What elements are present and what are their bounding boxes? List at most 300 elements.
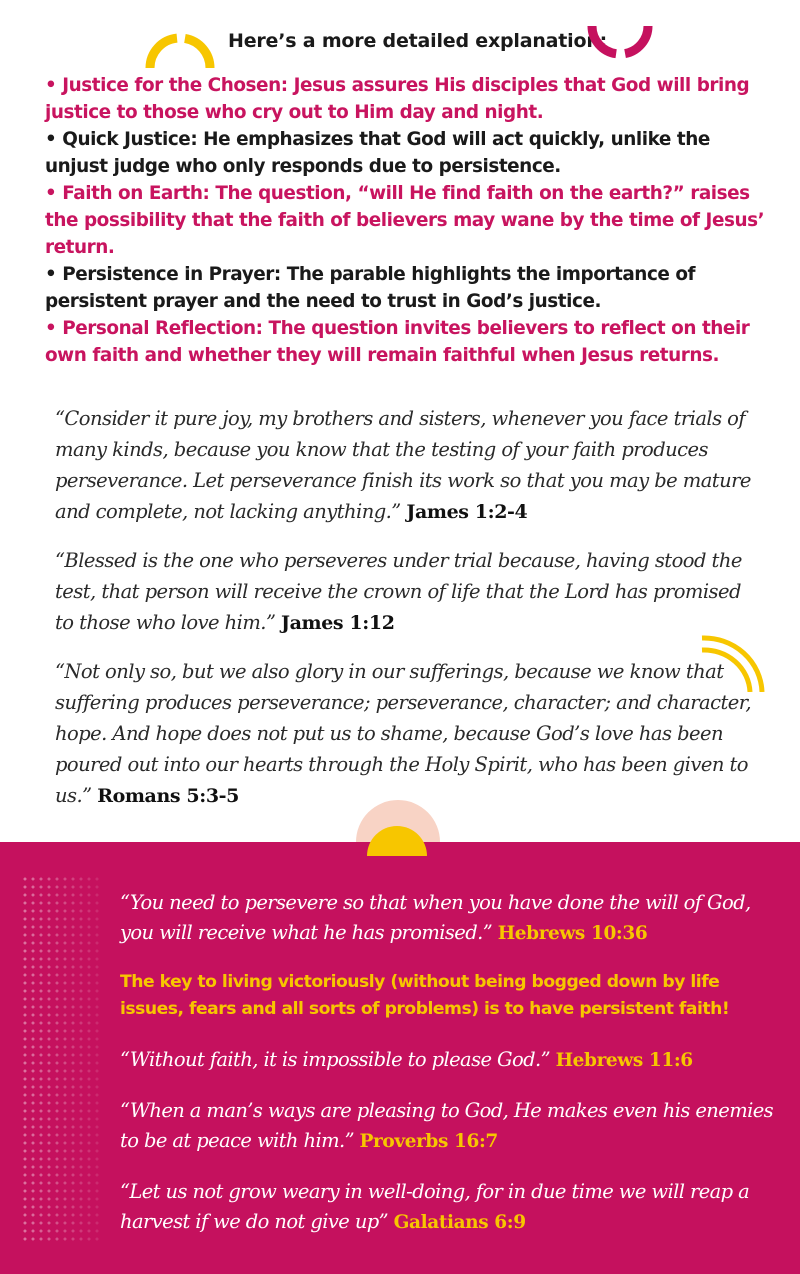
dot-grid-mark bbox=[47, 1077, 50, 1080]
dot-grid-mark bbox=[63, 1173, 66, 1176]
dot-grid-mark bbox=[87, 1117, 90, 1120]
dot-grid-mark bbox=[79, 965, 82, 968]
dot-grid-mark bbox=[95, 949, 98, 952]
dot-grid-mark bbox=[87, 1061, 90, 1064]
dot-grid-mark bbox=[79, 1141, 82, 1144]
dot-grid-mark bbox=[55, 1005, 58, 1008]
dot-grid-mark bbox=[39, 893, 42, 896]
scripture-reference: James 1:2-4 bbox=[406, 501, 528, 523]
dot-grid-mark bbox=[87, 1141, 90, 1144]
dot-grid-mark bbox=[71, 1141, 74, 1144]
dot-grid-mark bbox=[39, 1149, 42, 1152]
dot-grid-mark bbox=[47, 957, 50, 960]
dot-grid-mark bbox=[31, 925, 34, 928]
dot-grid-mark bbox=[79, 1189, 82, 1192]
dot-grid-mark bbox=[87, 1213, 90, 1216]
dot-grid-mark bbox=[63, 973, 66, 976]
dot-grid-mark bbox=[23, 1221, 26, 1224]
dot-grid-mark bbox=[39, 1157, 42, 1160]
dot-grid-mark bbox=[55, 1165, 58, 1168]
quote-hebrews-11-6 bbox=[120, 1045, 780, 1076]
dot-grid-mark bbox=[23, 1205, 26, 1208]
dot-grid-mark bbox=[55, 1157, 58, 1160]
quote-james-1-2 bbox=[55, 403, 755, 528]
dot-grid-mark bbox=[23, 1157, 26, 1160]
dot-grid-mark bbox=[79, 1133, 82, 1136]
dot-grid-mark bbox=[23, 1133, 26, 1136]
dot-grid-mark bbox=[55, 933, 58, 936]
bullet-quick-justice: • Quick Justice: He emphasizes that God will act quickly, unlike the unjust judge who only responds due to persistence. bbox=[45, 129, 710, 177]
dot-grid-mark bbox=[87, 941, 90, 944]
dot-grid-mark bbox=[47, 1221, 50, 1224]
dot-grid-mark bbox=[71, 1237, 74, 1240]
dot-grid-mark bbox=[31, 1093, 34, 1096]
dot-grid-mark bbox=[87, 1133, 90, 1136]
dot-grid-mark bbox=[63, 1053, 66, 1056]
dot-grid-mark bbox=[71, 949, 74, 952]
dot-grid-mark bbox=[63, 997, 66, 1000]
dot-grid-mark bbox=[31, 1237, 34, 1240]
dot-grid-mark bbox=[79, 1149, 82, 1152]
dot-grid-mark bbox=[55, 989, 58, 992]
dot-grid-mark bbox=[71, 1165, 74, 1168]
dot-grid-mark bbox=[63, 1029, 66, 1032]
dot-grid-mark bbox=[95, 989, 98, 992]
dot-grid-mark bbox=[79, 901, 82, 904]
dot-grid-mark bbox=[95, 1093, 98, 1096]
dot-grid-mark bbox=[31, 877, 34, 880]
dot-grid-mark bbox=[87, 925, 90, 928]
dot-grid-mark bbox=[39, 901, 42, 904]
dot-grid-mark bbox=[63, 1037, 66, 1040]
dot-grid-mark bbox=[79, 981, 82, 984]
dot-grid-mark bbox=[31, 1005, 34, 1008]
dot-grid-mark bbox=[63, 885, 66, 888]
dot-grid-mark bbox=[95, 917, 98, 920]
dot-grid-mark bbox=[23, 1101, 26, 1104]
dot-grid-mark bbox=[71, 1013, 74, 1016]
dot-grid-mark bbox=[87, 957, 90, 960]
dot-grid-mark bbox=[87, 1205, 90, 1208]
dot-grid-mark bbox=[71, 1077, 74, 1080]
dot-grid-mark bbox=[79, 1021, 82, 1024]
dot-grid-mark bbox=[79, 997, 82, 1000]
dot-grid-mark bbox=[63, 933, 66, 936]
dot-grid-mark bbox=[79, 1165, 82, 1168]
dot-grid-mark bbox=[39, 917, 42, 920]
dot-grid-mark bbox=[79, 1029, 82, 1032]
dot-grid-mark bbox=[87, 1125, 90, 1128]
dot-grid-mark bbox=[47, 1133, 50, 1136]
dot-grid-mark bbox=[31, 941, 34, 944]
dot-grid-mark bbox=[87, 1021, 90, 1024]
dot-grid-mark bbox=[47, 1021, 50, 1024]
dot-grid-mark bbox=[55, 1189, 58, 1192]
dot-grid-mark bbox=[47, 973, 50, 976]
dot-grid-mark bbox=[47, 981, 50, 984]
dot-grid-mark bbox=[47, 1101, 50, 1104]
dot-grid-mark bbox=[39, 1061, 42, 1064]
dot-grid-mark bbox=[31, 1037, 34, 1040]
dot-grid-mark bbox=[87, 1077, 90, 1080]
dot-grid-mark bbox=[31, 1045, 34, 1048]
dot-grid-mark bbox=[87, 997, 90, 1000]
dot-grid-mark bbox=[55, 1197, 58, 1200]
dot-grid-mark bbox=[23, 1085, 26, 1088]
dot-grid-mark bbox=[95, 1101, 98, 1104]
dot-grid-mark bbox=[71, 1101, 74, 1104]
dot-grid-mark bbox=[63, 941, 66, 944]
dot-grid-mark bbox=[71, 965, 74, 968]
dot-grid-mark bbox=[39, 1205, 42, 1208]
dot-grid-mark bbox=[39, 981, 42, 984]
dot-grid-mark bbox=[55, 885, 58, 888]
dot-grid-mark bbox=[95, 1029, 98, 1032]
dot-grid-mark bbox=[23, 1181, 26, 1184]
scripture-reference: Galatians 6:9 bbox=[393, 1212, 526, 1233]
dot-grid-mark bbox=[55, 941, 58, 944]
dot-grid-mark bbox=[63, 949, 66, 952]
dot-grid-mark bbox=[79, 989, 82, 992]
dot-grid-mark bbox=[79, 1069, 82, 1072]
dot-grid-mark bbox=[31, 957, 34, 960]
dot-grid-mark bbox=[87, 1197, 90, 1200]
dot-grid-mark bbox=[87, 1013, 90, 1016]
dot-grid-mark bbox=[39, 965, 42, 968]
bullet-persistence-in-prayer: • Persistence in Prayer: The parable highlights the importance of persistent prayer and the need to trust in God’s justice. bbox=[45, 264, 696, 312]
dot-grid-mark bbox=[47, 1141, 50, 1144]
dot-grid-mark bbox=[55, 1205, 58, 1208]
dot-grid-mark bbox=[55, 917, 58, 920]
dot-grid-mark bbox=[31, 1125, 34, 1128]
dot-grid-mark bbox=[55, 1029, 58, 1032]
dot-grid-mark bbox=[23, 1061, 26, 1064]
dot-grid-mark bbox=[71, 1221, 74, 1224]
dot-grid-mark bbox=[23, 1005, 26, 1008]
dot-grid-mark bbox=[63, 1021, 66, 1024]
dot-grid-mark bbox=[71, 1021, 74, 1024]
dot-grid-mark bbox=[79, 1037, 82, 1040]
dot-grid-mark bbox=[95, 1181, 98, 1184]
dot-grid-mark bbox=[63, 909, 66, 912]
dot-grid-mark bbox=[31, 981, 34, 984]
dot-grid-mark bbox=[63, 1101, 66, 1104]
dot-grid-mark bbox=[31, 1021, 34, 1024]
dot-grid-mark bbox=[31, 1013, 34, 1016]
dot-grid-mark bbox=[71, 1133, 74, 1136]
dot-grid-mark bbox=[39, 973, 42, 976]
dot-grid-mark bbox=[95, 1237, 98, 1240]
dot-grid-mark bbox=[23, 1029, 26, 1032]
quote-text: “You need to persevere so that when you have done the will of God, you will receive what he has promised.” bbox=[120, 891, 751, 944]
dot-grid-mark bbox=[31, 1221, 34, 1224]
dot-grid-mark bbox=[39, 1221, 42, 1224]
dot-grid-mark bbox=[55, 997, 58, 1000]
dot-grid-mark bbox=[23, 1149, 26, 1152]
dot-grid-mark bbox=[39, 1125, 42, 1128]
dot-grid-mark bbox=[55, 1061, 58, 1064]
dot-grid-mark bbox=[71, 973, 74, 976]
dot-grid-mark bbox=[31, 1053, 34, 1056]
dot-grid-mark bbox=[63, 1109, 66, 1112]
dot-grid-mark bbox=[95, 909, 98, 912]
dot-grid-mark bbox=[71, 917, 74, 920]
dot-grid-mark bbox=[95, 1173, 98, 1176]
dot-grid-mark bbox=[71, 1173, 74, 1176]
dot-grid-mark bbox=[71, 1085, 74, 1088]
dot-grid-mark bbox=[63, 1205, 66, 1208]
dot-grid-mark bbox=[95, 933, 98, 936]
dot-grid-mark bbox=[55, 1069, 58, 1072]
dot-grid-mark bbox=[63, 1229, 66, 1232]
dot-grid-mark bbox=[95, 877, 98, 880]
dot-grid-mark bbox=[23, 981, 26, 984]
quote-text: “Blessed is the one who perseveres under trial because, having stood the test, that person will receive the crown of life that the Lord has promised to those who love him.” bbox=[55, 549, 742, 634]
dot-grid-mark bbox=[31, 1117, 34, 1120]
dot-grid-mark bbox=[23, 1229, 26, 1232]
dot-grid-mark bbox=[95, 1205, 98, 1208]
dot-grid-mark bbox=[39, 997, 42, 1000]
dot-grid-mark bbox=[47, 1005, 50, 1008]
dot-grid-mark bbox=[63, 1061, 66, 1064]
dot-grid-mark bbox=[47, 949, 50, 952]
dot-grid-mark bbox=[63, 901, 66, 904]
dot-grid-mark bbox=[39, 1213, 42, 1216]
dot-grid-mark bbox=[79, 1005, 82, 1008]
dot-grid-mark bbox=[31, 1061, 34, 1064]
dot-grid-mark bbox=[63, 1013, 66, 1016]
scripture-reference: Hebrews 11:6 bbox=[555, 1050, 693, 1071]
dot-grid-mark bbox=[71, 901, 74, 904]
dot-grid-mark bbox=[79, 885, 82, 888]
dot-grid-mark bbox=[87, 1237, 90, 1240]
dot-grid-mark bbox=[71, 1229, 74, 1232]
dot-grid-mark bbox=[31, 1133, 34, 1136]
dot-grid-mark bbox=[95, 1045, 98, 1048]
dot-grid-mark bbox=[71, 885, 74, 888]
dot-grid-mark bbox=[95, 957, 98, 960]
dot-grid-mark bbox=[39, 1053, 42, 1056]
dot-grid-mark bbox=[47, 965, 50, 968]
dot-grid-mark bbox=[95, 1197, 98, 1200]
quote-text: “Without faith, it is impossible to please God.” bbox=[120, 1048, 556, 1071]
dot-grid-mark bbox=[23, 1053, 26, 1056]
dot-grid-mark bbox=[39, 1045, 42, 1048]
dot-grid-mark bbox=[79, 1093, 82, 1096]
dot-grid-mark bbox=[87, 1173, 90, 1176]
dot-grid-mark bbox=[55, 1093, 58, 1096]
dot-grid-mark bbox=[55, 1013, 58, 1016]
sun-semicircle-icon bbox=[353, 792, 443, 856]
dot-grid-mark bbox=[63, 1165, 66, 1168]
section-heading: Here’s a more detailed explanation: bbox=[228, 30, 608, 52]
dot-grid-mark bbox=[31, 901, 34, 904]
dot-grid-mark bbox=[71, 1197, 74, 1200]
dot-grid-mark bbox=[79, 1237, 82, 1240]
dot-grid-mark bbox=[87, 1221, 90, 1224]
dot-grid-mark bbox=[23, 933, 26, 936]
dot-grid-mark bbox=[47, 1013, 50, 1016]
dot-grid-mark bbox=[95, 1085, 98, 1088]
dot-grid-mark bbox=[31, 973, 34, 976]
dot-grid-mark bbox=[95, 893, 98, 896]
dot-grid-mark bbox=[63, 989, 66, 992]
dot-grid-mark bbox=[63, 1237, 66, 1240]
dot-grid-mark bbox=[47, 1109, 50, 1112]
dot-grid-mark bbox=[71, 1181, 74, 1184]
dot-grid-mark bbox=[47, 925, 50, 928]
dot-grid-mark bbox=[47, 1205, 50, 1208]
dot-grid-mark bbox=[95, 1069, 98, 1072]
dot-grid-mark bbox=[39, 909, 42, 912]
dot-grid-mark bbox=[79, 1077, 82, 1080]
dot-grid-mark bbox=[55, 925, 58, 928]
dot-grid-mark bbox=[47, 1125, 50, 1128]
dot-grid-mark bbox=[23, 1197, 26, 1200]
dot-grid-mark bbox=[71, 933, 74, 936]
dot-grid-mark bbox=[23, 957, 26, 960]
scripture-reference: Romans 5:3-5 bbox=[97, 785, 239, 807]
dot-grid-mark bbox=[55, 1109, 58, 1112]
dot-grid-mark bbox=[87, 1093, 90, 1096]
dot-grid-mark bbox=[71, 877, 74, 880]
dot-grid-mark bbox=[63, 1189, 66, 1192]
dot-grid-mark bbox=[95, 925, 98, 928]
dot-grid-mark bbox=[39, 1013, 42, 1016]
dot-grid-mark bbox=[31, 893, 34, 896]
dot-grid-mark bbox=[95, 1165, 98, 1168]
dot-grid-mark bbox=[55, 1045, 58, 1048]
dot-grid-mark bbox=[39, 1141, 42, 1144]
dot-grid-mark bbox=[31, 933, 34, 936]
dot-grid-mark bbox=[63, 1221, 66, 1224]
dot-grid-mark bbox=[47, 1045, 50, 1048]
dot-grid-mark bbox=[23, 1165, 26, 1168]
dot-grid-mark bbox=[79, 1229, 82, 1232]
dot-grid-mark bbox=[79, 941, 82, 944]
dot-grid-mark bbox=[95, 1189, 98, 1192]
dot-grid-mark bbox=[47, 997, 50, 1000]
dot-grid-mark bbox=[95, 941, 98, 944]
dot-grid-mark bbox=[87, 909, 90, 912]
dot-grid-mark bbox=[95, 973, 98, 976]
dot-grid-mark bbox=[55, 965, 58, 968]
dot-grid-mark bbox=[47, 1197, 50, 1200]
dot-grid-mark bbox=[79, 909, 82, 912]
dot-grid-mark bbox=[31, 1165, 34, 1168]
dot-grid-mark bbox=[95, 1053, 98, 1056]
dot-grid-mark bbox=[23, 1213, 26, 1216]
dot-grid-mark bbox=[79, 1117, 82, 1120]
dot-grid-mark bbox=[87, 1149, 90, 1152]
dot-grid-mark bbox=[95, 1021, 98, 1024]
dot-grid-mark bbox=[31, 1077, 34, 1080]
dot-grid-mark bbox=[31, 917, 34, 920]
bullet-faith-on-earth: • Faith on Earth: The question, “will He find faith on the earth?” raises the possibility that the faith of believers may wane by the time of Jesus’ return. bbox=[45, 183, 765, 258]
dot-grid-mark bbox=[39, 1005, 42, 1008]
dot-grid-mark bbox=[95, 1141, 98, 1144]
dot-grid-mark bbox=[87, 1029, 90, 1032]
dot-grid-mark bbox=[79, 949, 82, 952]
dot-grid-mark bbox=[71, 989, 74, 992]
dot-grid-mark bbox=[31, 1069, 34, 1072]
dot-grid-mark bbox=[39, 1069, 42, 1072]
dot-grid-icon bbox=[22, 876, 102, 1246]
dot-grid-mark bbox=[87, 1189, 90, 1192]
dot-grid-mark bbox=[79, 1173, 82, 1176]
dot-grid-mark bbox=[55, 949, 58, 952]
dot-grid-mark bbox=[39, 949, 42, 952]
dot-grid-mark bbox=[71, 925, 74, 928]
dot-grid-mark bbox=[31, 1213, 34, 1216]
dot-grid-mark bbox=[63, 1141, 66, 1144]
dot-grid-mark bbox=[87, 965, 90, 968]
bullet-personal-reflection: • Personal Reflection: The question invites believers to reflect on their own faith and whether they will remain faithful when Jesus returns. bbox=[45, 318, 750, 366]
dot-grid-mark bbox=[47, 1093, 50, 1096]
dot-grid-mark bbox=[39, 989, 42, 992]
dot-grid-mark bbox=[39, 1077, 42, 1080]
dot-grid-mark bbox=[71, 1005, 74, 1008]
dot-grid-mark bbox=[71, 1045, 74, 1048]
dot-grid-mark bbox=[79, 1061, 82, 1064]
dot-grid-mark bbox=[47, 1069, 50, 1072]
dot-grid-mark bbox=[71, 1213, 74, 1216]
dot-grid-mark bbox=[47, 1237, 50, 1240]
dot-grid-mark bbox=[71, 1157, 74, 1160]
dot-grid-mark bbox=[31, 1181, 34, 1184]
bullet-justice-for-chosen: • Justice for the Chosen: Jesus assures His disciples that God will bring justice to those who cry out to Him day and night. bbox=[45, 75, 750, 123]
dot-grid-mark bbox=[87, 1045, 90, 1048]
dot-grid-mark bbox=[95, 965, 98, 968]
dot-grid-mark bbox=[23, 893, 26, 896]
dot-grid-mark bbox=[47, 1053, 50, 1056]
dot-grid-mark bbox=[55, 1221, 58, 1224]
dot-grid-mark bbox=[95, 1133, 98, 1136]
dot-grid-mark bbox=[87, 1053, 90, 1056]
dot-grid-mark bbox=[55, 1021, 58, 1024]
dot-grid-mark bbox=[95, 1221, 98, 1224]
quote-romans-5-3 bbox=[55, 656, 755, 812]
dot-grid-mark bbox=[23, 1117, 26, 1120]
dot-grid-mark bbox=[79, 1053, 82, 1056]
dot-grid-mark bbox=[31, 1085, 34, 1088]
dot-grid-mark bbox=[71, 1093, 74, 1096]
dot-grid-mark bbox=[23, 885, 26, 888]
dot-grid-mark bbox=[39, 1165, 42, 1168]
dot-grid-mark bbox=[39, 1037, 42, 1040]
dot-grid-mark bbox=[79, 1197, 82, 1200]
dot-grid-mark bbox=[55, 1133, 58, 1136]
dot-grid-mark bbox=[71, 1205, 74, 1208]
dot-grid-mark bbox=[63, 1181, 66, 1184]
dot-grid-mark bbox=[31, 1149, 34, 1152]
yellow-double-arc-icon bbox=[700, 630, 772, 692]
dot-grid-mark bbox=[39, 933, 42, 936]
dot-grid-mark bbox=[63, 1077, 66, 1080]
dot-grid-mark bbox=[39, 1101, 42, 1104]
dot-grid-mark bbox=[95, 1061, 98, 1064]
dot-grid-mark bbox=[31, 1229, 34, 1232]
quote-hebrews-10-36 bbox=[120, 888, 780, 949]
dot-grid-mark bbox=[55, 1181, 58, 1184]
dot-grid-mark bbox=[47, 917, 50, 920]
dot-grid-mark bbox=[31, 1101, 34, 1104]
dot-grid-mark bbox=[23, 1021, 26, 1024]
dot-grid-mark bbox=[71, 1117, 74, 1120]
panel-content bbox=[120, 888, 780, 1258]
dot-grid-mark bbox=[39, 1173, 42, 1176]
dot-grid-mark bbox=[39, 1029, 42, 1032]
